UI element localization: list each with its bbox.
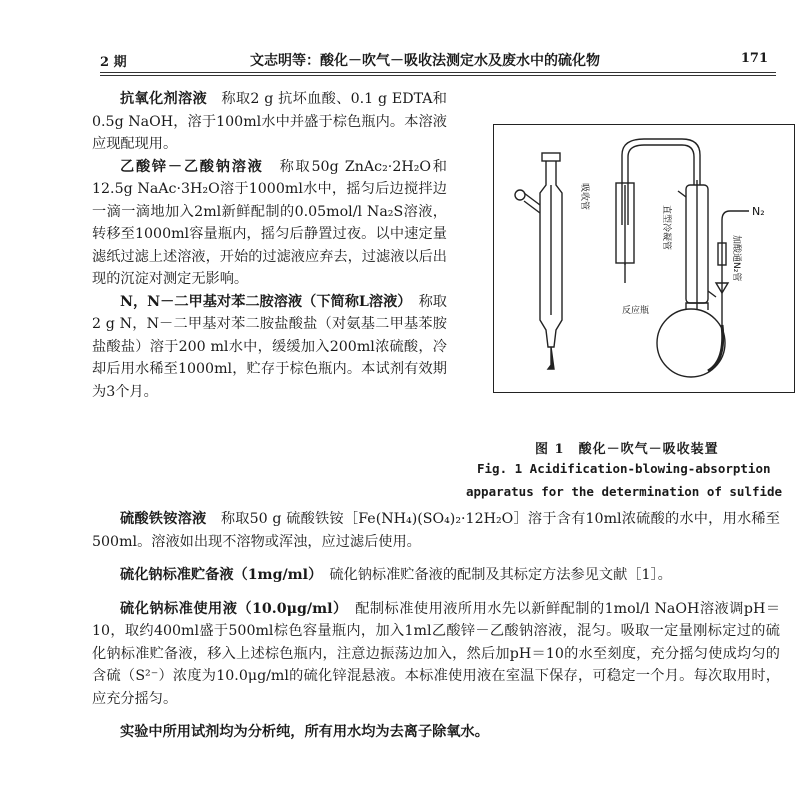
- paragraph-zinc-acetate: [92, 156, 447, 291]
- figure-caption-en-line2: apparatus for the determination of sulfide: [466, 484, 783, 499]
- label-condenser: 直型冷凝管: [661, 205, 671, 251]
- term-working-solution: 硫化钠标准使用液（10.0μg/ml）: [120, 600, 341, 617]
- body-ferric-ammonium: 称取50 g 硫酸铁铵［Fe(NH₄)(SO₄)₂·12H₂O］溶于含有10ml浓硫酸的水中，用水稀至500ml。溶液如出现不溶物或浑浊，应过滤后使用。: [92, 511, 780, 550]
- body-working-solution: 配制标准使用液所用水先以新鲜配制的1mol/l NaOH溶液调pH＝10，取约400ml盛于500ml棕色容量瓶内，加入1ml乙酸锌－乙酸钠溶液，混匀。吸取一定量刚标定过的硫化钠标准贮备液，移入上述棕色瓶内，注意边振荡边加入，然后加pH＝10的水至刻度，充分摇匀使成均匀的含硫（S²⁻）浓度为10.0μg/ml的硫化锌混悬液。本标准使用液在室温下保存，可稳定一个月。每次取用时，应充分摇匀。: [92, 600, 781, 707]
- body-zinc-acetate: 称取50g ZnAc₂·2H₂O和12.5g NaAc·3H₂O溶于1000ml水中，摇匀后边搅拌边一滴一滴地加入2ml新鲜配制的0.05mol/l Na₂S溶液，转移至1000ml容量瓶内，摇匀后静置过夜。以中速定量滤纸过滤上述溶液，开始的过滤液应弃去，过滤液以后出现的沉淀对测定无影响。: [92, 158, 447, 287]
- header-rule-thin: [100, 75, 776, 76]
- term-zinc-acetate: 乙酸锌－乙酸钠溶液: [120, 158, 264, 175]
- header-rule: [100, 72, 776, 73]
- full-width-text: [92, 508, 780, 755]
- body-l-solution: 称取2 g N，N－二甲基对苯二胺盐酸盐（对氨基二甲基苯胺盐酸盐）溶于200 ml水中，缓缓加入200ml浓硫酸，冷却后用水稀至1000ml，贮存于棕色瓶内。本试剂有效期为3个月。: [92, 293, 447, 400]
- absorber-stopper: [542, 153, 560, 161]
- label-absorber: 吸收管: [579, 183, 589, 211]
- paragraph-ferric-ammonium: [92, 508, 780, 553]
- paragraph-l-solution: [92, 291, 447, 404]
- figure-caption-en-line1: Fig. 1 Acidification-blowing-absorption: [477, 461, 771, 476]
- paragraph-stock-solution: [92, 564, 780, 587]
- body-stock-solution: 硫化钠标准贮备液的配制及其标定方法参见文献［1］。: [315, 567, 672, 583]
- issue-number: 2 期: [100, 55, 127, 70]
- running-title: 文志明等：酸化－吹气－吸收法测定水及废水中的硫化物: [250, 53, 600, 69]
- paragraph-working-solution: [92, 598, 780, 711]
- body-antioxidant: 称取2 g 抗坏血酸、0.1 g EDTA和0.5g NaOH，溶于100ml水中并盛于棕色瓶内。本溶液应现配现用。: [92, 91, 447, 152]
- running-header: [100, 48, 776, 72]
- label-flask: 反应瓶: [622, 306, 650, 316]
- paragraph-reagents-note: 实验中所用试剂均为分析纯，所有用水均为去离子除氧水。: [120, 724, 489, 740]
- left-column: [92, 88, 447, 403]
- term-antioxidant: 抗氧化剂溶液: [120, 91, 207, 107]
- term-stock-solution: 硫化钠标准贮备液（1mg/ml）: [120, 567, 316, 583]
- term-l-solution: N，N－二甲基对苯二胺溶液（下简称L溶液）: [120, 293, 405, 310]
- n2-inlet: [722, 211, 749, 220]
- apparatus-figure: [493, 124, 795, 393]
- label-n2: N₂: [752, 205, 765, 218]
- apparatus-diagram: [494, 125, 794, 392]
- figure-caption-cn: 图 1 酸化－吹气－吸收装置: [535, 442, 719, 457]
- page-number: 171: [740, 51, 768, 66]
- label-acid-tube: 加酸通N₂管: [731, 235, 741, 282]
- term-ferric-ammonium: 硫酸铁铵溶液: [120, 511, 207, 527]
- paragraph-antioxidant: [92, 88, 447, 156]
